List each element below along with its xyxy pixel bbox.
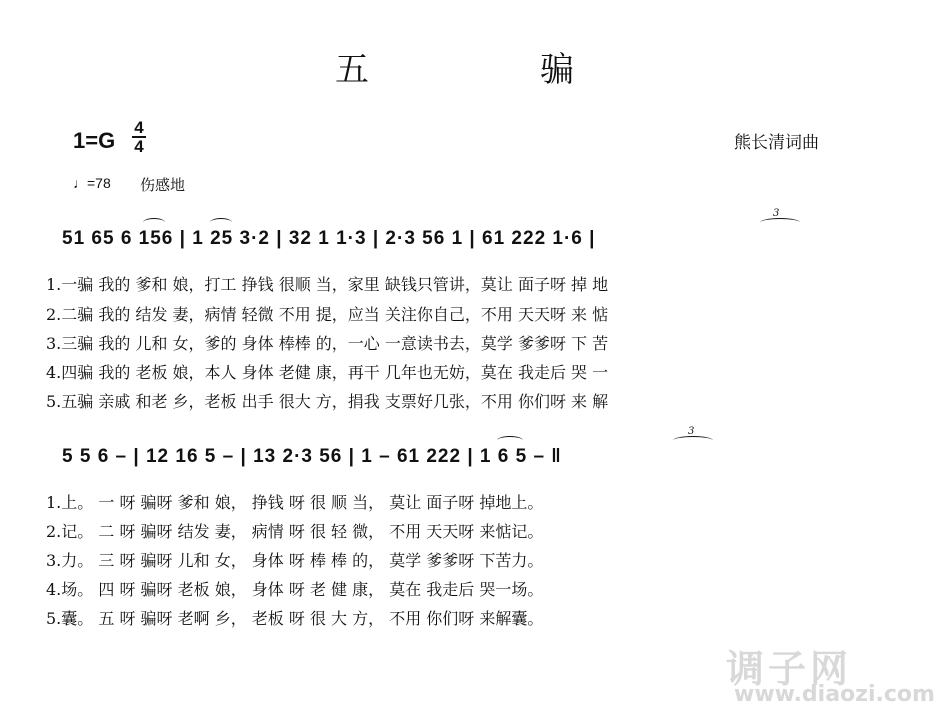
slur-mark — [673, 436, 713, 445]
slur-mark — [210, 218, 232, 227]
notation-line-2: 5 5 6 – | 12 16 5 – | 13 2·3 56 | 1 – 61 222 | 1 6 5 – ‖ — [62, 446, 562, 467]
lyric-line-2-verse-4: 4.场。 四 呀 骗呀 老板 娘， 身体 呀 老 健 康， 莫在 我走后 哭一场。 — [46, 580, 544, 599]
lyric-line-1-verse-1: 1.一骗 我的 爹和 娘，打工 挣钱 很顺 当，家里 缺钱只管讲，莫让 面子呀 掉 地 — [46, 275, 609, 294]
composer-credit: 熊长清词曲 — [734, 133, 819, 153]
slur-mark — [497, 436, 523, 445]
title-char-1: 五 — [335, 50, 369, 90]
lyric-line-2-verse-1: 1.上。 一 呀 骗呀 爹和 娘， 挣钱 呀 很 顺 当， 莫让 面子呀 掉地上。 — [46, 493, 544, 512]
time-signature-top: 4 — [134, 118, 144, 137]
watermark-url: www.diaozi.com — [734, 682, 935, 707]
tempo-marking: ♩=78 — [73, 175, 111, 191]
lyric-line-2-verse-2: 2.记。 二 呀 骗呀 结发 妻， 病情 呀 很 轻 微， 不用 天天呀 来惦记。 — [46, 522, 544, 541]
triplet-mark: 3 — [688, 426, 695, 437]
lyric-line-1-verse-5: 5.五骗 亲戚 和老 乡，老板 出手 很大 方，捐我 支票好几张，不用 你们呀 来 解 — [46, 392, 609, 411]
slur-mark — [143, 218, 165, 227]
key-signature: 1=G — [73, 128, 116, 153]
title-char-2: 骗 — [540, 50, 574, 90]
expression-marking: 伤感地 — [140, 176, 186, 194]
lyric-line-1-verse-2: 2.二骗 我的 结发 妻，病情 轻微 不用 提，应当 关注你自己，不用 天天呀 来 惦 — [46, 305, 609, 324]
watermark-logo: 调子网 — [726, 647, 853, 691]
lyric-line-2-verse-3: 3.力。 三 呀 骗呀 儿和 女， 身体 呀 棒 棒 的， 莫学 爹爹呀 下苦力。 — [46, 551, 544, 570]
lyric-line-1-verse-4: 4.四骗 我的 老板 娘，本人 身体 老健 康，再干 几年也无妨，莫在 我走后 哭 一 — [46, 363, 609, 382]
lyric-line-1-verse-3: 3.三骗 我的 儿和 女，爹的 身体 棒棒 的，一心 一意读书去，莫学 爹爹呀 下 苦 — [46, 334, 609, 353]
lyric-line-2-verse-5: 5.囊。 五 呀 骗呀 老啊 乡， 老板 呀 很 大 方， 不用 你们呀 来解囊。 — [46, 609, 544, 628]
time-signature — [132, 120, 146, 154]
time-signature-bottom: 4 — [134, 137, 144, 156]
notation-line-1: 51 65 6 156 | 1 25 3·2 | 32 1 1·3 | 2·3 56 1 | 61 222 1·6 | — [62, 228, 596, 249]
slur-mark — [760, 218, 800, 227]
triplet-mark: 3 — [773, 208, 780, 219]
